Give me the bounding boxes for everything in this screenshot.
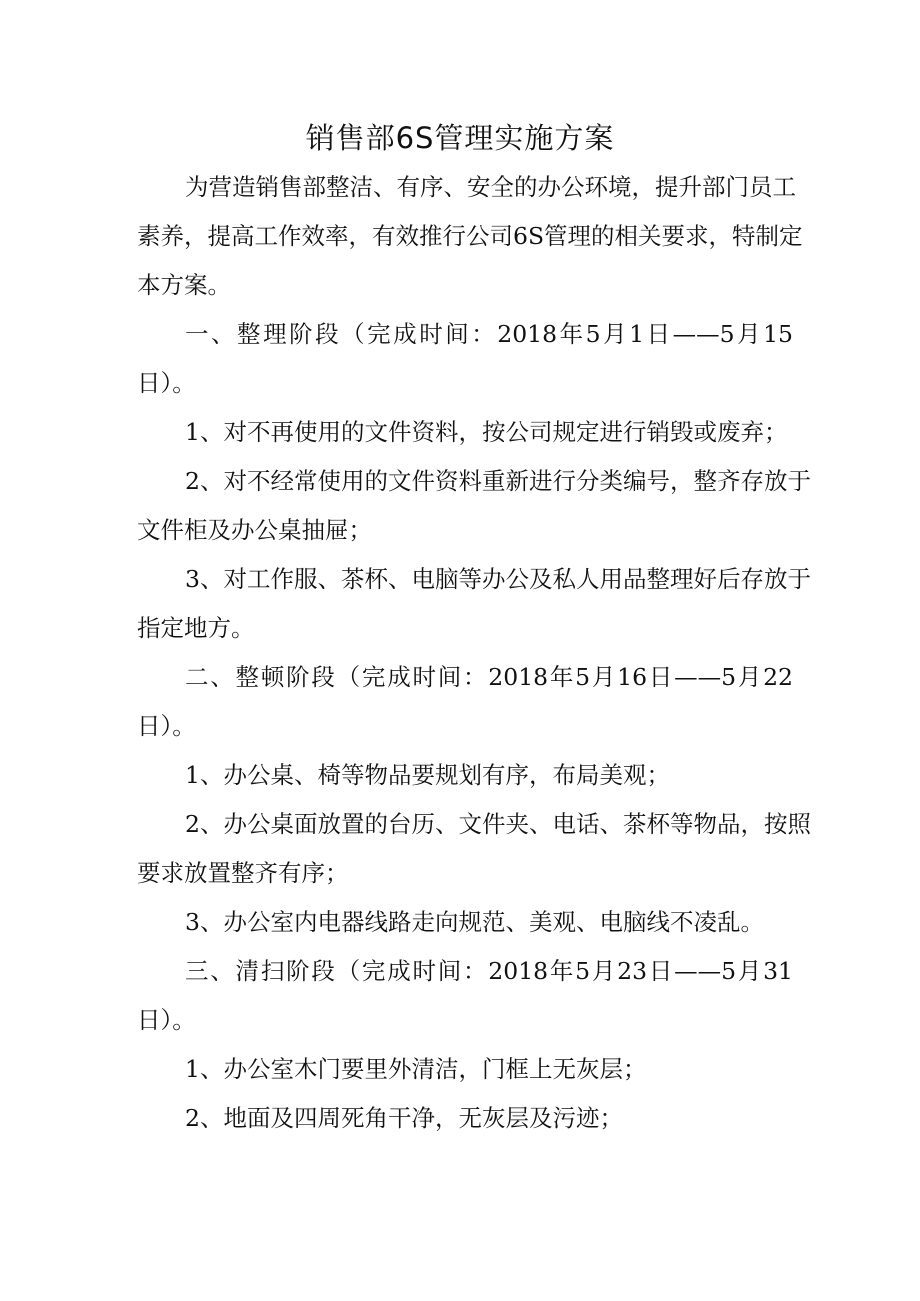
text-line: 1、办公桌、椅等物品要规划有序，布局美观； [185,761,670,789]
paragraph [137,653,793,751]
paragraph [137,800,811,898]
text-line: 为营造销售部整洁、有序、安全的办公环境，提升部门员工 [185,173,796,201]
paragraph [137,1045,793,1094]
text-line: 3、办公室内电器线路走向规范、美观、电脑线不凌乱。 [185,908,764,936]
paragraph [137,751,793,800]
text-line: 本方案。 [137,271,231,299]
paragraph [137,555,811,653]
text-line: 3、对工作服、茶杯、电脑等办公及私人用品整理好后存放于 [185,565,811,593]
text-line: 要求放置整齐有序； [137,859,349,887]
paragraph [137,898,793,947]
text-line: 2、地面及四周死角干净，无灰层及污迹； [185,1104,623,1132]
text-line: 2、对不经常使用的文件资料重新进行分类编号，整齐存放于 [185,467,811,495]
text-line: 三、清扫阶段（完成时间：2018年5月23日——5月31 [185,957,793,985]
text-line: 指定地方。 [137,614,255,642]
text-line: 日）。 [137,712,196,740]
text-line: 二、整顿阶段（完成时间：2018年5月16日——5月22 [185,663,793,691]
text-line: 2、办公桌面放置的台历、文件夹、电话、茶杯等物品，按照 [185,810,811,838]
document-body [137,163,811,1143]
text-line: 1、办公室木门要里外清洁，门框上无灰层； [185,1055,647,1083]
text-line: 一、整理阶段（完成时间：2018年5月1日——5月15 [185,320,793,348]
paragraph [137,163,803,310]
paragraph [137,1094,793,1143]
paragraph [137,947,793,1045]
text-line: 1、对不再使用的文件资料，按公司规定进行销毁或废弃； [185,418,788,446]
paragraph [137,457,811,555]
text-line: 素养，提高工作效率，有效推行公司6S管理的相关要求，特制定 [137,222,803,250]
text-line: 日）。 [137,1006,196,1034]
text-line: 日）。 [137,369,196,397]
paragraph [137,310,793,408]
document-title: 销售部6S管理实施方案 [305,121,615,155]
text-line: 文件柜及办公桌抽屉； [137,516,372,544]
paragraph [137,408,793,457]
